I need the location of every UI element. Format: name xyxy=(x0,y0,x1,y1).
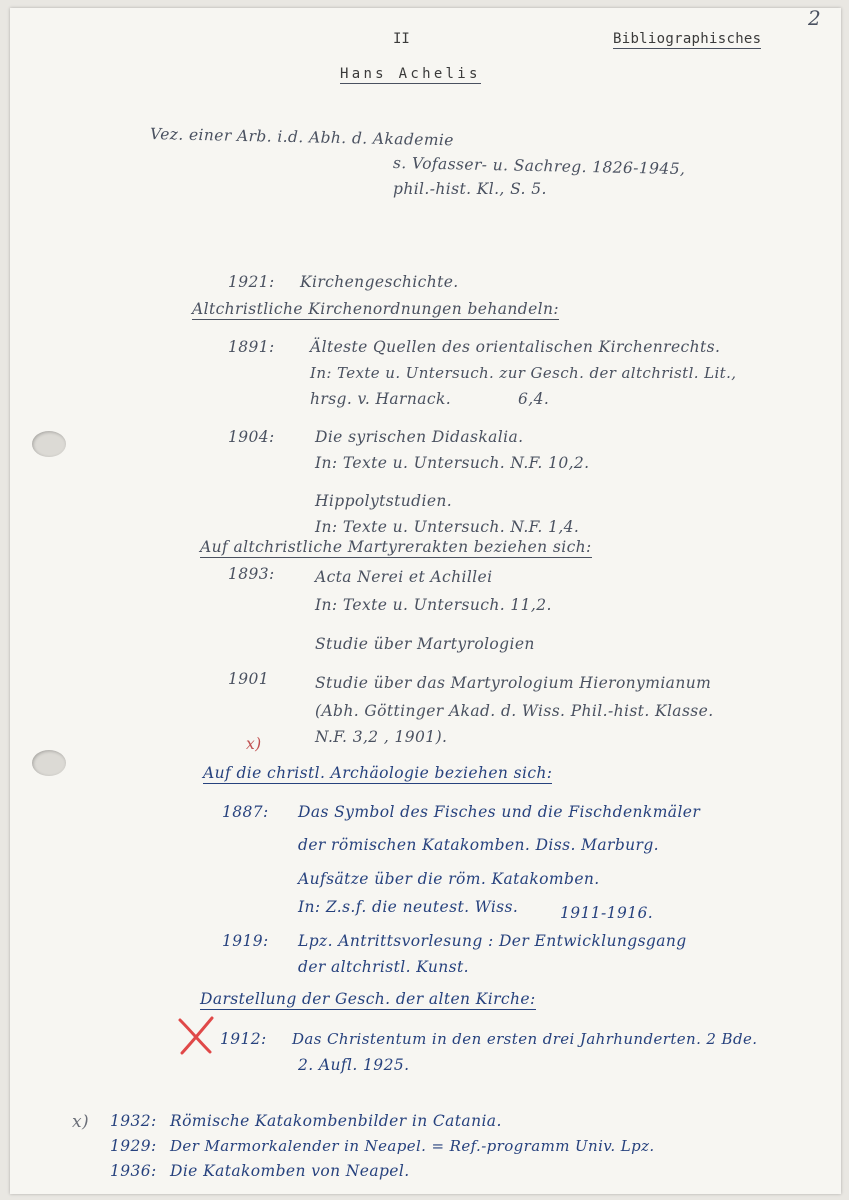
category-label: Bibliographisches xyxy=(613,31,762,47)
entry-year: 1887: xyxy=(222,803,269,821)
footnote-text: Römische Katakombenbilder in Catania. xyxy=(170,1112,502,1130)
footnote-year: 1929: xyxy=(110,1137,157,1155)
entry-detail: In: Z.s.f. die neutest. Wiss. xyxy=(298,898,519,916)
entry-detail: 2. Aufl. 1925. xyxy=(298,1056,410,1074)
entry-year: 1912: xyxy=(220,1030,267,1048)
entry-detail: hrsg. v. Harnack. xyxy=(310,390,452,408)
entry-detail: N.F. 3,2 , 1901). xyxy=(315,728,448,746)
footnote-text: Die Katakomben von Neapel. xyxy=(170,1162,410,1180)
entry-year: 1891: xyxy=(228,338,275,356)
entry-year: 1919: xyxy=(222,932,269,950)
author-name: Hans Achelis xyxy=(340,66,481,82)
section-heading: Darstellung der Gesch. der alten Kirche: xyxy=(200,990,536,1008)
footnote-marker: x) xyxy=(246,735,262,753)
entry-detail: In: Texte u. Untersuch. N.F. 10,2. xyxy=(315,454,590,472)
reference-line: phil.-hist. Kl., S. 5. xyxy=(393,180,547,198)
section-number: II xyxy=(393,31,410,47)
entry-year: 1904: xyxy=(228,428,275,446)
entry-detail: 6,4. xyxy=(518,390,550,408)
section-heading: Auf die christl. Archäologie beziehen sich: xyxy=(203,764,553,782)
entry-title: Studie über das Martyrologium Hieronymianum xyxy=(315,674,712,692)
entry-title: Studie über Martyrologien xyxy=(315,635,535,653)
entry-title: Das Christentum in den ersten drei Jahrhunderten. 2 Bde. xyxy=(292,1030,758,1048)
entry-detail: In: Texte u. Untersuch. N.F. 1,4. xyxy=(315,518,580,536)
entry-title: Aufsätze über die röm. Katakomben. xyxy=(298,870,600,888)
section-heading: Altchristliche Kirchenordnungen behandeln: xyxy=(192,300,560,318)
entry-detail: (Abh. Göttinger Akad. d. Wiss. Phil.-hist. Klasse. xyxy=(315,702,714,720)
entry-title: Kirchengeschichte. xyxy=(300,273,459,291)
footnote-text: Der Marmorkalender in Neapel. = Ref.-programm Univ. Lpz. xyxy=(170,1137,655,1155)
entry-detail: der römischen Katakomben. Diss. Marburg. xyxy=(298,836,660,854)
footnote-marker: x) xyxy=(72,1112,90,1132)
entry-detail: der altchristl. Kunst. xyxy=(298,958,469,976)
entry-detail: In: Texte u. Untersuch. zur Gesch. der altchristl. Lit., xyxy=(310,364,737,382)
entry-title: Älteste Quellen des orientalischen Kirchenrechts. xyxy=(310,338,721,356)
punch-hole xyxy=(32,750,66,776)
punch-hole xyxy=(32,431,66,457)
section-heading: Auf altchristliche Martyrerakten beziehen sich: xyxy=(200,538,592,556)
entry-title: Das Symbol des Fisches und die Fischdenkmäler xyxy=(298,803,701,821)
footnote-year: 1932: xyxy=(110,1112,157,1130)
reference-line: s. Vofasser- u. Sachreg. 1826-1945, xyxy=(392,154,686,179)
entry-title: Lpz. Antrittsvorlesung : Der Entwicklungsgang xyxy=(298,932,687,950)
entry-year: 1921: xyxy=(228,273,275,291)
document-page xyxy=(10,8,841,1194)
entry-detail: 1911-1916. xyxy=(560,904,654,922)
entry-title: Acta Nerei et Achillei xyxy=(315,568,493,586)
entry-year: 1901 xyxy=(228,670,270,688)
entry-title: Die syrischen Didaskalia. xyxy=(315,428,524,446)
footnote-year: 1936: xyxy=(110,1162,157,1180)
reference-line: Vez. einer Arb. i.d. Abh. d. Akademie xyxy=(149,125,455,150)
entry-year: 1893: xyxy=(228,565,275,583)
entry-detail: In: Texte u. Untersuch. 11,2. xyxy=(315,596,552,614)
red-cross-mark xyxy=(174,1016,218,1056)
page-number: 2 xyxy=(808,6,822,30)
entry-title: Hippolytstudien. xyxy=(315,492,453,510)
